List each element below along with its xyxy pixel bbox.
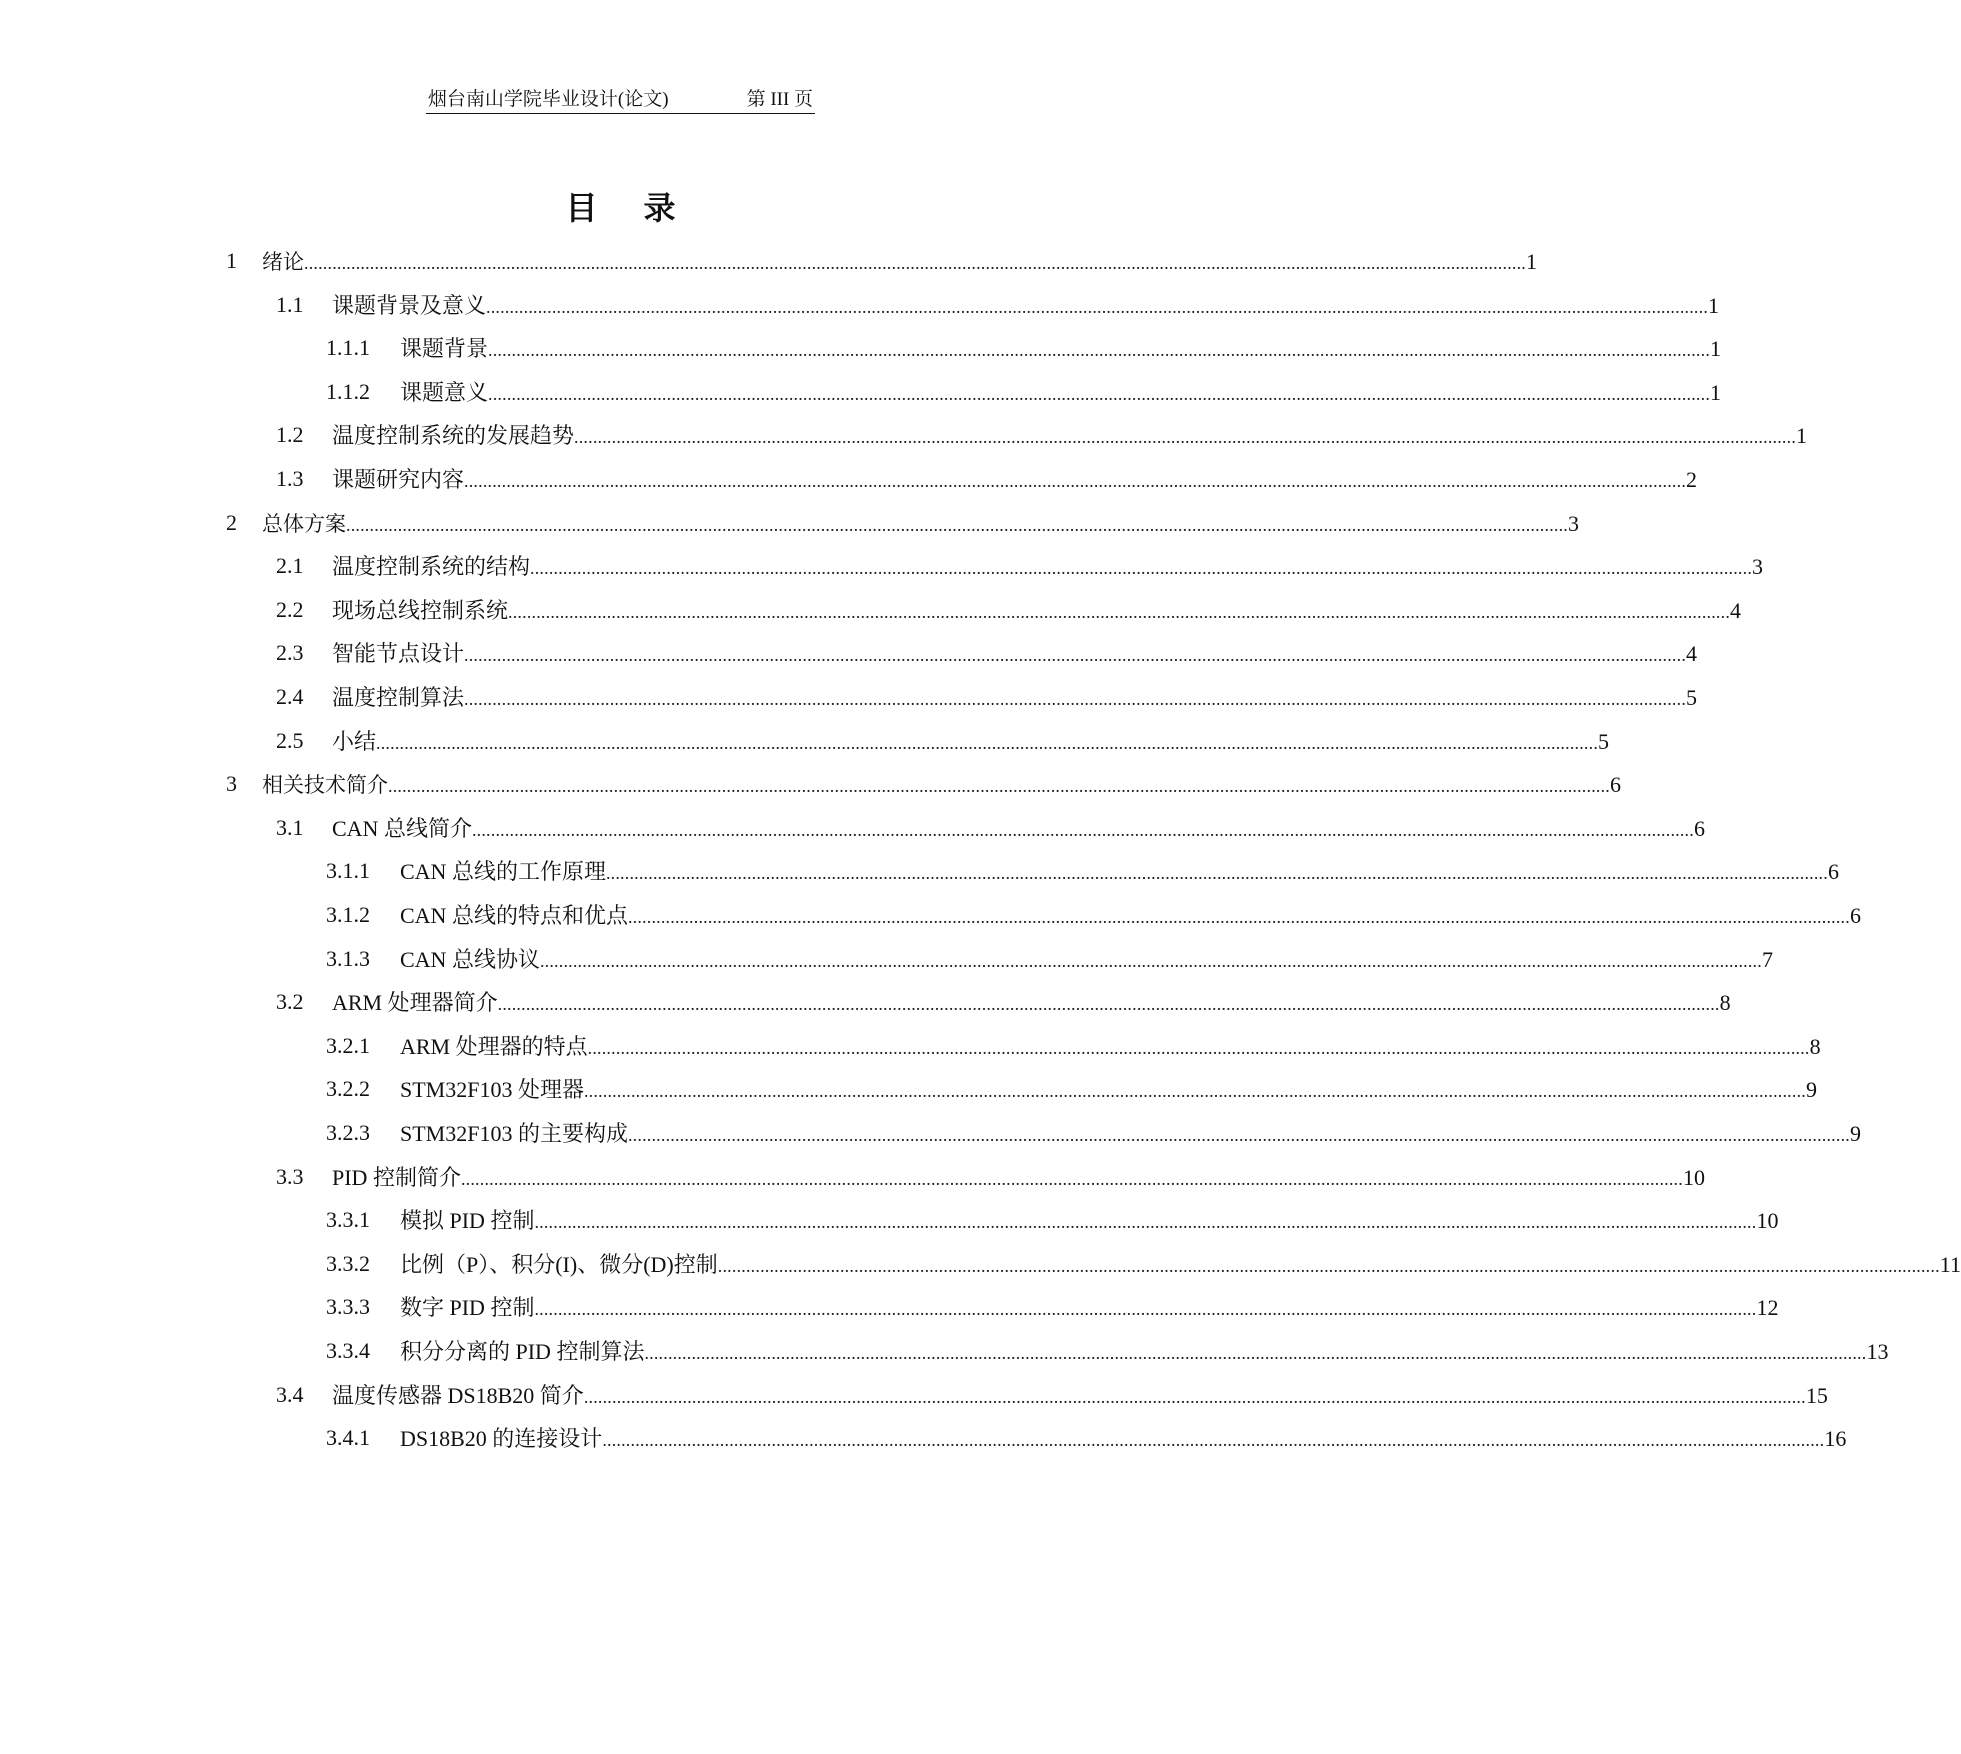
toc-entry-title: 绪论 (262, 247, 304, 277)
toc-entry-page: 12 (1756, 1295, 1779, 1321)
toc-entry-number: 1.1 (276, 291, 304, 317)
toc-entry[interactable] (0, 1380, 1828, 1410)
toc-entry[interactable] (0, 726, 1610, 756)
toc-entry[interactable] (0, 769, 1621, 799)
toc-entry-title: 课题研究内容 (332, 465, 464, 495)
toc-entry-number: 1.3 (276, 466, 304, 491)
toc-dot-leader: .................................................................................................................................................................................................................................................................... (486, 296, 1709, 317)
toc-dot-leader: .................................................................................................................................................................................................................................................................... (534, 1212, 1757, 1233)
header-page-number: 第 III 页 (746, 89, 814, 110)
toc-dot-leader: .................................................................................................................................................................................................................................................................... (488, 340, 1711, 361)
toc-entry[interactable] (0, 551, 1764, 581)
toc-entry[interactable] (0, 1031, 1821, 1061)
toc-entry-number: 2.4 (276, 684, 304, 709)
toc-entry-title: STM32F103 处理器 (400, 1075, 584, 1105)
toc-entry[interactable] (0, 1074, 1817, 1104)
toc-entry-page: 9 (1849, 1121, 1861, 1146)
toc-entry-page: 1 (1708, 292, 1720, 318)
toc-entry-title: CAN 总线协议 (400, 945, 540, 975)
toc-entry-number: 2 (226, 509, 237, 535)
toc-dot-leader: .................................................................................................................................................................................................................................................................... (530, 558, 1753, 579)
toc-entry-number: 3.1.3 (326, 945, 370, 971)
toc-dot-leader: .................................................................................................................................................................................................................................................................... (460, 1168, 1683, 1189)
toc-entry-title: 总体方案 (262, 509, 346, 539)
toc-entry-number: 3.1.1 (326, 858, 370, 884)
toc-entry[interactable] (0, 1205, 1779, 1235)
toc-dot-leader: .................................................................................................................................................................................................................................................................... (304, 253, 1526, 273)
toc-dot-leader: .................................................................................................................................................................................................................................................................... (717, 1255, 1940, 1276)
toc-entry-page: 6 (1610, 772, 1621, 798)
toc-entry-number: 3.4.1 (326, 1425, 370, 1451)
toc-dot-leader: .................................................................................................................................................................................................................................................................... (539, 950, 1762, 971)
toc-entry-title: 相关技术简介 (262, 770, 388, 800)
toc-entry-title: 温度传感器 DS18B20 简介 (332, 1381, 584, 1411)
toc-dot-leader: .................................................................................................................................................................................................................................................................... (534, 1299, 1757, 1320)
toc-dot-leader: .................................................................................................................................................................................................................................................................... (627, 907, 1850, 927)
header-underline (426, 88, 815, 114)
toc-entry-number: 3.1.2 (326, 902, 370, 927)
toc-entry-title: CAN 总线的特点和优点 (400, 901, 628, 931)
toc-dot-leader: .................................................................................................................................................................................................................................................................... (574, 427, 1797, 448)
toc-entry-page: 15 (1805, 1382, 1828, 1408)
toc-entry[interactable] (0, 638, 1698, 668)
toc-entry-title: PID 控制简介 (332, 1163, 461, 1193)
toc-dot-leader: .................................................................................................................................................................................................................................................................... (464, 645, 1687, 666)
toc-entry-page: 16 (1824, 1426, 1847, 1452)
toc-entry-title: 温度控制系统的结构 (332, 552, 530, 582)
toc-dot-leader: .................................................................................................................................................................................................................................................................... (602, 1430, 1825, 1451)
toc-entry-page: 11 (1939, 1251, 1961, 1277)
toc-entry-page: 4 (1686, 641, 1698, 667)
toc-entry-number: 2.5 (276, 727, 304, 753)
toc-entry-title: ARM 处理器的特点 (400, 1032, 588, 1062)
toc-entry-page: 5 (1686, 685, 1698, 710)
toc-entry-number: 3.3 (276, 1163, 304, 1189)
toc-entry-title: STM32F103 的主要构成 (400, 1119, 628, 1149)
toc-entry[interactable] (0, 246, 1537, 276)
toc-dot-leader: .................................................................................................................................................................................................................................................................... (497, 994, 1720, 1015)
toc-entry-title: DS18B20 的连接设计 (400, 1424, 602, 1454)
toc-entry[interactable] (0, 420, 1808, 450)
toc-entry-page: 6 (1827, 859, 1839, 885)
toc-dot-leader: .................................................................................................................................................................................................................................................................... (388, 776, 1610, 797)
toc-dot-leader: .................................................................................................................................................................................................................................................................... (488, 383, 1711, 404)
toc-entry-title: CAN 总线的工作原理 (400, 857, 606, 887)
toc-entry-page: 8 (1719, 990, 1731, 1016)
toc-entry-page: 10 (1756, 1208, 1779, 1234)
toc-entry-title: 温度控制系统的发展趋势 (332, 421, 574, 451)
toc-entry-number: 1 (226, 248, 237, 273)
toc-entry-page: 13 (1866, 1339, 1889, 1364)
toc-entry-page: 1 (1710, 379, 1722, 405)
toc-entry-number: 1.1.2 (326, 378, 370, 404)
toc-entry[interactable] (0, 813, 1705, 843)
toc-dot-leader: .................................................................................................................................................................................................................................................................... (376, 732, 1599, 753)
toc-entry-page: 1 (1796, 423, 1808, 449)
toc-entry[interactable] (0, 333, 1722, 363)
toc-dot-leader: .................................................................................................................................................................................................................................................................... (583, 1081, 1806, 1102)
toc-entry-page: 5 (1598, 728, 1610, 754)
toc-entry-number: 2.1 (276, 553, 304, 579)
toc-entry-number: 3.3.1 (326, 1207, 370, 1233)
toc-entry-page: 6 (1693, 815, 1705, 841)
toc-entry-number: 3.1 (276, 814, 304, 840)
toc-entry-number: 2.3 (276, 640, 304, 666)
toc-dot-leader: .................................................................................................................................................................................................................................................................... (627, 1125, 1850, 1145)
toc-entry[interactable] (0, 682, 1698, 712)
toc-entry[interactable] (0, 900, 1861, 930)
toc-entry-title: 数字 PID 控制 (400, 1293, 534, 1323)
toc-entry-number: 3.2.3 (326, 1120, 370, 1145)
toc-dot-leader: .................................................................................................................................................................................................................................................................... (346, 514, 1568, 535)
toc-entry[interactable] (0, 1249, 1961, 1279)
toc-entry-number: 3.2.2 (326, 1076, 370, 1102)
toc-entry-page: 3 (1568, 510, 1579, 536)
toc-entry-page: 7 (1761, 946, 1773, 972)
toc-entry[interactable] (0, 1292, 1779, 1322)
toc-entry-title: 课题意义 (400, 378, 488, 408)
toc-dot-leader: .................................................................................................................................................................................................................................................................... (464, 689, 1687, 709)
toc-entry-title: 模拟 PID 控制 (400, 1206, 534, 1236)
toc-entry[interactable] (0, 377, 1722, 407)
toc-entry-number: 1.1.1 (326, 335, 370, 361)
toc-entry-title: ARM 处理器简介 (332, 988, 498, 1018)
toc-entry[interactable] (0, 987, 1731, 1017)
toc-entry-title: CAN 总线简介 (332, 814, 472, 844)
toc-dot-leader: .................................................................................................................................................................................................................................................................... (583, 1386, 1806, 1407)
toc-entry[interactable] (0, 1336, 1889, 1366)
toc-entry[interactable] (0, 944, 1773, 974)
toc-entry-number: 3 (226, 771, 237, 797)
toc-entry[interactable] (0, 290, 1720, 320)
toc-dot-leader: .................................................................................................................................................................................................................................................................... (605, 863, 1828, 884)
toc-entry[interactable] (0, 1423, 1847, 1453)
toc-entry-title: 小结 (332, 727, 376, 757)
toc-entry[interactable] (0, 464, 1698, 494)
toc-entry-page: 10 (1682, 1164, 1705, 1190)
toc-entry-page: 6 (1849, 903, 1861, 928)
toc-entry-page: 9 (1805, 1077, 1817, 1103)
toc-entry-number: 3.3.4 (326, 1338, 370, 1363)
toc-dot-leader: .................................................................................................................................................................................................................................................................... (587, 1037, 1810, 1058)
toc-entry[interactable] (0, 595, 1742, 625)
toc-entry-number: 3.4 (276, 1381, 304, 1407)
toc-entry-page: 3 (1752, 554, 1764, 580)
toc-entry-title: 智能节点设计 (332, 639, 464, 669)
toc-entry-page: 8 (1809, 1033, 1821, 1059)
toc-entry[interactable] (0, 856, 1839, 886)
toc-entry-title: 积分分离的 PID 控制算法 (400, 1337, 644, 1367)
toc-entry-title: 现场总线控制系统 (332, 596, 508, 626)
toc-dot-leader: .................................................................................................................................................................................................................................................................... (464, 471, 1687, 491)
toc-dot-leader: .................................................................................................................................................................................................................................................................... (471, 819, 1694, 840)
toc-entry-number: 3.3.3 (326, 1294, 370, 1320)
toc-entry[interactable] (0, 1118, 1861, 1148)
toc-entry[interactable] (0, 1162, 1705, 1192)
toc-dot-leader: .................................................................................................................................................................................................................................................................... (508, 601, 1731, 622)
toc-entry-number: 3.3.2 (326, 1250, 370, 1276)
toc-entry-number: 2.2 (276, 596, 304, 622)
toc-entry-title: 比例（P）、积分(I)、微分(D)控制 (400, 1250, 718, 1280)
toc-dot-leader: .................................................................................................................................................................................................................................................................... (644, 1343, 1867, 1363)
toc-entry-page: 2 (1686, 467, 1698, 492)
toc-entry-title: 课题背景及意义 (332, 291, 486, 321)
toc-entry-page: 1 (1526, 249, 1537, 274)
toc-entry-page: 1 (1710, 336, 1722, 362)
toc-entry-number: 3.2 (276, 989, 304, 1015)
toc-entry-page: 4 (1730, 597, 1742, 623)
toc-entry-number: 1.2 (276, 422, 304, 448)
toc-entry-number: 3.2.1 (326, 1032, 370, 1058)
header-title: 烟台南山学院毕业设计(论文) (427, 89, 669, 110)
running-header (0, 88, 1241, 114)
toc-entry-title: 课题背景 (400, 334, 488, 364)
toc-entry[interactable] (0, 508, 1579, 538)
toc-entry-title: 温度控制算法 (332, 683, 464, 713)
toc-heading: 目录 (565, 189, 722, 227)
